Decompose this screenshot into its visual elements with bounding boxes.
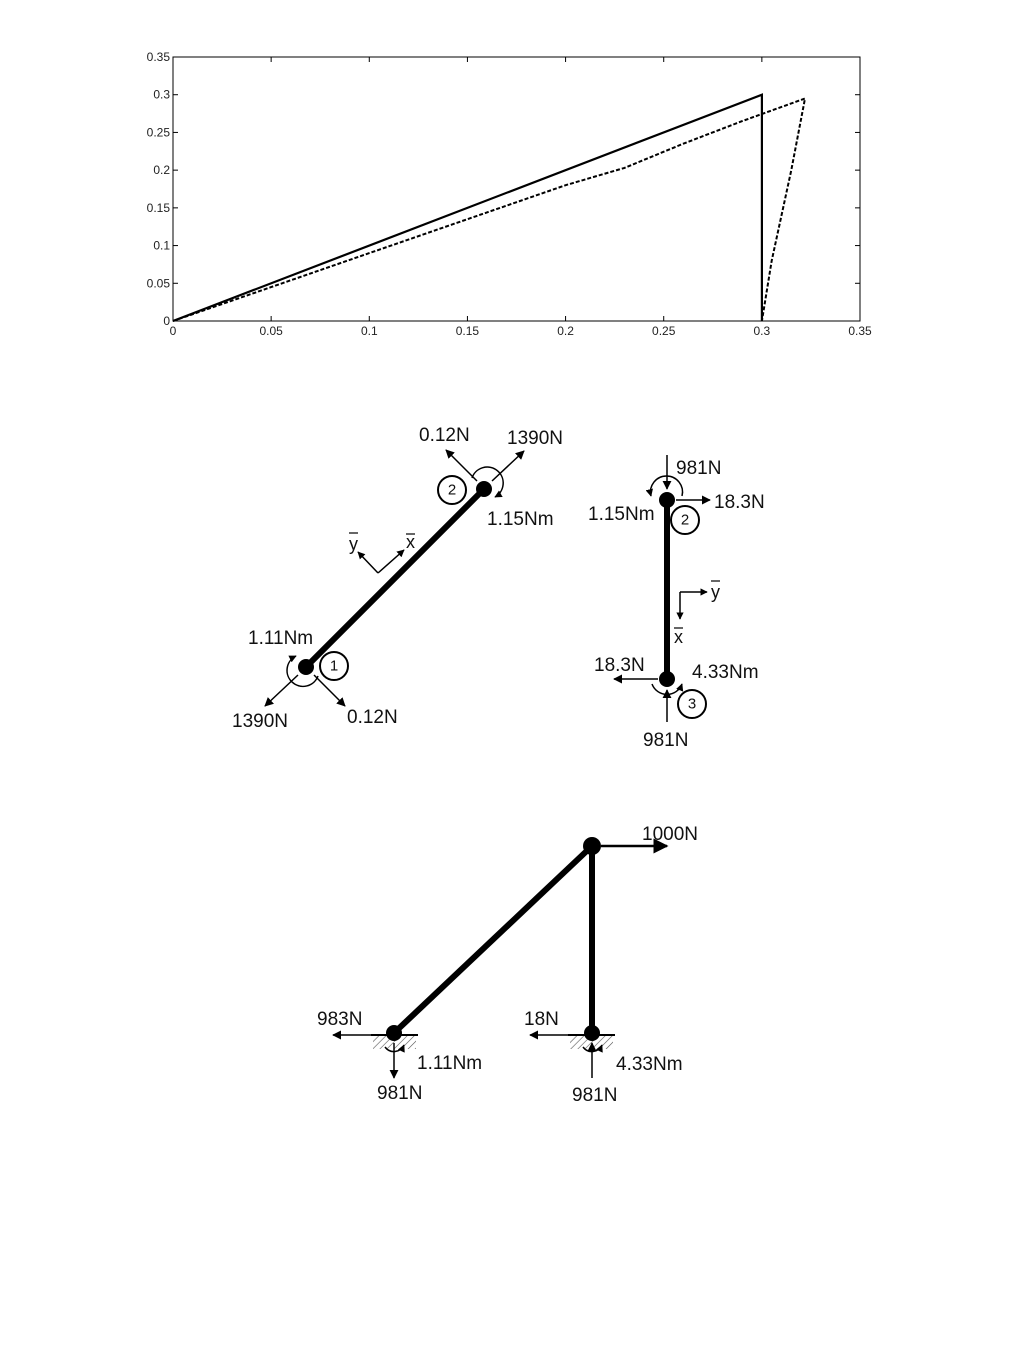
member2-bottom-horizontal-force-label: 18.3N bbox=[594, 655, 645, 676]
member1-bottom-moment-label: 1.11Nm bbox=[248, 628, 314, 649]
x-tick-label: 0.3 bbox=[753, 324, 771, 338]
y-axis-ticks bbox=[147, 50, 860, 328]
node-3-number: 3 bbox=[687, 695, 697, 713]
member2-free-body-diagram bbox=[588, 455, 765, 751]
member1-local-y-axis bbox=[358, 552, 378, 573]
member1-top-perp-force-label: 0.12N bbox=[419, 425, 470, 446]
right-support-moment-label: 4.33Nm bbox=[616, 1054, 683, 1075]
y-tick-label: 0.05 bbox=[146, 276, 170, 291]
member2-local-y-label: y bbox=[711, 582, 720, 602]
member1-bottom-axial-force-arrow bbox=[265, 675, 298, 706]
y-tick-label: 0 bbox=[163, 314, 170, 328]
member1-top-axial-force-label: 1390N bbox=[507, 428, 563, 449]
line-chart bbox=[147, 50, 872, 338]
left-support-vertical-label: 981N bbox=[377, 1083, 423, 1104]
x-tick-label: 0.05 bbox=[259, 324, 283, 338]
node-2-number: 2 bbox=[447, 481, 457, 499]
frame-applied-load-label: 1000N bbox=[642, 824, 698, 845]
y-tick-label: 0.25 bbox=[146, 125, 170, 140]
x-tick-label: 0.35 bbox=[848, 324, 872, 338]
x-tick-label: 0.2 bbox=[557, 324, 574, 338]
y-tick-label: 0.1 bbox=[153, 238, 170, 253]
frame-apex-joint bbox=[583, 837, 601, 855]
y-tick-label: 0.2 bbox=[153, 163, 170, 178]
x-tick-label: 0.25 bbox=[652, 324, 676, 338]
member1-bottom-perp-force-label: 0.12N bbox=[347, 707, 398, 728]
node-1-number: 1 bbox=[329, 657, 339, 675]
frame-inclined-member bbox=[394, 846, 592, 1033]
member1-local-x-label: x bbox=[406, 532, 415, 552]
member1-top-axial-force-arrow bbox=[492, 451, 524, 481]
x-tick-label: 0.1 bbox=[360, 324, 378, 338]
node-2b-number: 2 bbox=[680, 511, 690, 529]
member1-free-body-diagram bbox=[232, 425, 563, 732]
series-line-dashed bbox=[173, 99, 805, 322]
member1-top-joint bbox=[476, 481, 492, 497]
member2-bottom-vertical-force-label: 981N bbox=[643, 730, 689, 751]
left-support-horizontal-label: 983N bbox=[317, 1009, 363, 1030]
series-line-solid bbox=[173, 95, 762, 321]
member2-bottom-joint bbox=[659, 671, 675, 687]
member2-top-moment-label: 1.15Nm bbox=[588, 504, 655, 525]
member2-bottom-moment-label: 4.33Nm bbox=[692, 662, 759, 683]
left-support-moment-label: 1.11Nm bbox=[417, 1053, 483, 1074]
y-tick-label: 0.15 bbox=[146, 200, 170, 215]
member1-beam bbox=[306, 489, 484, 667]
member1-bottom-joint bbox=[298, 659, 314, 675]
member2-top-joint bbox=[659, 492, 675, 508]
right-support-joint bbox=[584, 1025, 600, 1041]
frame-diagram bbox=[317, 824, 698, 1106]
y-tick-label: 0.35 bbox=[146, 50, 170, 64]
member2-top-vertical-force-label: 981N bbox=[676, 458, 722, 479]
member2-local-x-label: x bbox=[674, 627, 683, 647]
member2-top-horizontal-force-label: 18.3N bbox=[714, 492, 765, 513]
member1-bottom-axial-force-label: 1390N bbox=[232, 711, 288, 732]
y-tick-label: 0.3 bbox=[153, 87, 170, 102]
right-support-vertical-label: 981N bbox=[572, 1085, 618, 1106]
right-support-horizontal-label: 18N bbox=[524, 1009, 559, 1030]
x-tick-label: 0 bbox=[169, 324, 177, 338]
member1-top-moment-label: 1.15Nm bbox=[487, 509, 554, 530]
series-group bbox=[173, 95, 805, 321]
x-tick-label: 0.15 bbox=[455, 324, 480, 338]
member1-local-y-label: y bbox=[349, 534, 358, 554]
left-support-joint bbox=[386, 1025, 402, 1041]
